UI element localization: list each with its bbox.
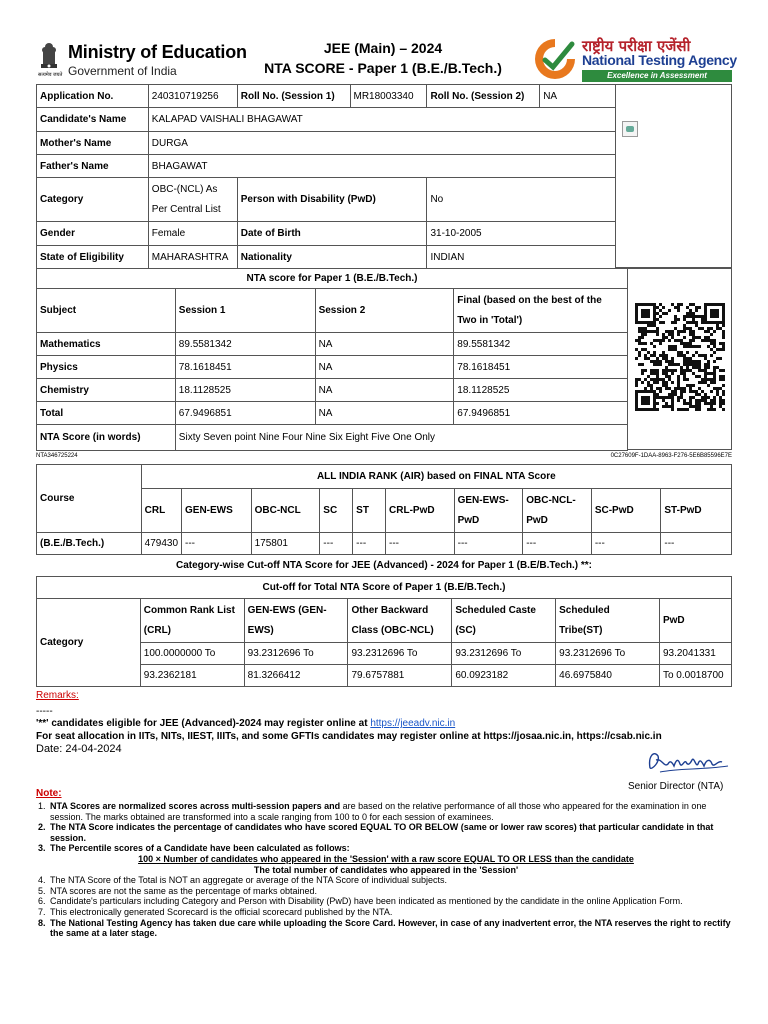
cutoff-value: 93.2312696 To [452,643,556,665]
air-value: 175801 [251,533,320,555]
table-row [37,333,628,356]
category-value-line2: Per Central List [151,203,221,215]
cutoff-col-label: Tribe(ST) [559,624,603,636]
cutoff-value: 100.0000000 To [140,643,244,665]
issue-date: Date: 24-04-2024 [36,743,122,755]
air-value: --- [591,533,661,555]
subject-name: Chemistry [37,379,176,402]
signature-image [640,746,736,776]
cutoff-col-label: EWS) [247,624,274,636]
score-words-label: NTA Score (in words) [37,425,176,451]
air-col-label: PwD [526,514,548,526]
roll2-value: NA [540,85,616,108]
air-col-crl-pwd [386,489,455,533]
candidate-name-label: Candidate's Name [37,108,149,132]
cutoff-table-title: Cut-off for Total NTA Score of Paper 1 (B.E/B.Tech.) [37,577,732,599]
air-col-obc-ncl [251,489,320,533]
exam-title: JEE (Main) – 2024 [323,40,443,56]
roll1-value: MR18003340 [350,85,427,108]
cutoff-table [36,576,732,687]
air-col-st-pwd [661,489,732,533]
air-col-label: CRL [144,505,166,516]
air-col-crl [141,489,181,533]
score-table-title: NTA score for Paper 1 (B.E./B.Tech.) [37,269,628,289]
air-col-sc-pwd [591,489,661,533]
col-subject: Subject [37,289,176,333]
col-final-line1: Final (based on the best of the [457,294,602,306]
table-row [37,533,732,555]
subject-name: Mathematics [37,333,176,356]
session1-score: 67.9496851 [175,402,315,425]
session1-score: 78.1618451 [175,356,315,379]
list-item: 4. The NTA Score of the Total is NOT an aggregate or average of the NTA Score of individual subjects. [38,875,448,886]
note-6-text: Candidate's particulars including Category and Person with Disability (PwD) have been indicated as mentioned by the candidate in the online Application Form. [50,896,683,907]
note-title: Note: [36,788,62,799]
agency-tagline: Excellence in Assessment [582,70,732,82]
cutoff-value: 93.2312696 To [244,643,348,665]
list-item: 3. The Percentile scores of a Candidate have been calculated as follows: [38,843,350,854]
dob-label: Date of Birth [237,222,427,246]
cutoff-col-label: (CRL) [143,624,172,636]
candidate-photo [616,84,732,268]
emblem-caption: सत्यमेव जयते [38,72,63,78]
note-1-text: are based on the relative performance of all those who appeared for the examination in one session. The marks obtained are transformed into a scale ranging from 100 to 0 for each session of examinees. [50,801,707,822]
col-final [454,289,628,333]
category-value-line1: OBC-(NCL) As [151,183,218,195]
air-value: --- [523,533,592,555]
mother-name-value: DURGA [148,132,615,155]
ministry-subtitle: Government of India [68,64,177,78]
session1-score: 18.1128525 [175,379,315,402]
cutoff-value: 93.2312696 To [348,643,452,665]
air-title: ALL INDIA RANK (AIR) based on FINAL NTA Score [141,465,731,489]
list-item: 2. The NTA Score indicates the percentage of candidates who have scored EQUAL TO OR BELOW (same or lower raw scores) that particular candidate in that session. [38,822,714,843]
formula-numerator: 100 × Number of candidates who appeared in the 'Session' with a raw score EQUAL TO OR LESS than the candidate [138,853,634,864]
table-row [37,402,628,425]
page-header [0,34,768,84]
cutoff-value: 93.2312696 To [556,643,660,665]
cutoff-value: 60.0923182 [452,665,556,687]
note-1-bold: NTA Scores are normalized scores across multi-session papers and [50,801,341,811]
course-label: Course [37,465,142,533]
air-col-label: PwD [457,514,480,526]
air-header-row [37,489,732,533]
air-col-sc [320,489,353,533]
air-col-label: SC [323,505,338,516]
air-col-st [353,489,386,533]
cutoff-col-st [556,599,660,643]
note-5-text: NTA scores are not the same as the percentage of marks obtained. [50,885,317,896]
air-col-label: GEN-EWS [185,505,233,516]
exam-subtitle: NTA SCORE - Paper 1 (B.E./B.Tech.) [264,60,502,76]
reference-id-right: 0C27609F-1DAA-8963-F276-5E6B85596E7E [610,453,732,459]
air-col-label: ST [356,505,369,516]
note-4-text: The NTA Score of the Total is NOT an aggregate or average of the NTA Score of individual subjects. [50,875,448,886]
cutoff-value: 81.3266412 [244,665,348,687]
cutoff-col-gen-ews [244,599,348,643]
cutoff-section-title: Category-wise Cut-off NTA Score for JEE (Advanced) - 2024 for Paper 1 (B.E/B.Tech.) **: [175,560,592,571]
candidate-name-value: KALAPAD VAISHALI BHAGAWAT [148,108,615,132]
category-label: Category [37,178,149,222]
father-name-value: BHAGAWAT [148,155,615,178]
signatory-title: Senior Director (NTA) [628,781,724,792]
session2-score: NA [315,333,454,356]
application-no-value: 240310719256 [148,85,237,108]
father-name-label: Father's Name [37,155,149,178]
agency-hindi-name: राष्ट्रीय परीक्षा एजेंसी [582,37,691,55]
air-value: --- [386,533,455,555]
cutoff-value: To 0.0018700 [659,665,731,687]
pwd-value: No [427,178,616,222]
ministry-title: Ministry of Education [68,42,247,62]
cutoff-col-crl [140,599,244,643]
roll1-label: Roll No. (Session 1) [237,85,350,108]
cutoff-col-label: GEN-EWS (GEN- [247,604,327,616]
jee-advanced-link[interactable]: https://jeeadv.nic.in [370,718,456,729]
list-item: 5. NTA scores are not the same as the percentage of marks obtained. [38,885,317,896]
subject-name: Total [37,402,176,425]
gender-value: Female [148,222,237,246]
advanced-registration-line [36,718,455,729]
cutoff-col-obc [348,599,452,643]
cutoff-header-row [37,599,732,643]
course-value: (B.E./B.Tech.) [37,533,142,555]
table-row [37,356,628,379]
air-rank-table [36,464,732,555]
qr-code-icon [635,303,725,413]
note-8-text: The National Testing Agency has taken due care while uploading the Score Card. However, in case of any inadvertent error, the NTA reserves the right to rectify the same at a later stage. [50,917,731,939]
cutoff-col-label: PwD [662,615,685,626]
pwd-label: Person with Disability (PwD) [237,178,427,222]
col-session1: Session 1 [175,289,315,333]
cutoff-col-label: (SC) [455,624,476,636]
air-col-label: OBC-NCL- [526,494,576,506]
air-value: 479430 [141,533,181,555]
candidate-details-table [36,84,616,269]
col-session2: Session 2 [315,289,454,333]
air-value: --- [353,533,386,555]
application-no-label: Application No. [37,85,149,108]
agency-name: National Testing Agency [582,52,737,68]
cutoff-value: 93.2041331 [659,643,731,665]
air-value: --- [454,533,523,555]
nta-logo-block [532,36,736,84]
dob-value: 31-10-2005 [427,222,616,246]
session1-score: 89.5581342 [175,333,315,356]
air-col-obc-ncl-pwd [523,489,592,533]
session2-score: NA [315,379,454,402]
subject-name: Physics [37,356,176,379]
cutoff-value: 79.6757881 [348,665,452,687]
broken-image-icon [622,121,638,137]
session2-score: NA [315,356,454,379]
table-row [37,665,732,687]
cutoff-col-label: Scheduled [559,604,610,616]
note-7-text: This electronically generated Scorecard is the official scorecard published by the NTA. [50,906,393,917]
cutoff-value: 46.6975840 [556,665,660,687]
list-item: 8. The National Testing Agency has taken due care while uploading the Score Card. However, in case of any inadvertent error, the NTA reserves the right to rectify the same at a later stage. [38,917,731,939]
note-2-text: The NTA Score indicates the percentage of candidates who have scored EQUAL TO OR BELOW (same or lower raw scores) that particular candidate in that session. [50,822,714,843]
state-label: State of Eligibility [37,246,149,269]
cutoff-col-sc [452,599,556,643]
mother-name-label: Mother's Name [37,132,149,155]
nationality-value: INDIAN [427,246,616,269]
score-words-value: Sixty Seven point Nine Four Nine Six Eight Five One Only [175,425,627,451]
air-col-label: OBC-NCL [254,505,301,516]
nta-logo-icon [532,36,578,82]
table-row [37,379,628,402]
cutoff-col-label: Other Backward [351,604,429,616]
final-score: 18.1128525 [454,379,628,402]
nationality-label: Nationality [237,246,427,269]
list-item: 7. This electronically generated Scorecard is the official scorecard published by the NTA. [38,906,393,917]
reference-id-left: NTA346725224 [36,453,78,459]
cutoff-value: 93.2362181 [140,665,244,687]
air-col-gen-ews [182,489,252,533]
air-value: --- [182,533,252,555]
final-score: 67.9496851 [454,402,628,425]
gender-label: Gender [37,222,149,246]
list-item: 6. Candidate's particulars including Category and Person with Disability (PwD) have been indicated as mentioned by the candidate in the online Application Form. [38,896,683,907]
category-value [148,178,237,222]
seat-allocation-line: For seat allocation in IITs, NITs, IIEST, IIITs, and some GFTIs candidates may register online at https://josaa.nic.in, https://csab.nic.in [36,731,662,742]
advanced-registration-text: '**' candidates eligible for JEE (Advanced)-2024 may register online at [36,718,371,729]
cutoff-col-label: Common Rank List [143,604,235,616]
air-value: --- [320,533,353,555]
cutoff-col-label: Class (OBC-NCL) [351,624,434,636]
list-item: 1. NTA Scores are normalized scores across multi-session papers and are based on the relative performance of all those who appeared for the examination in one session. The marks obtained are transformed into a scale ranging from 100 to 0 for each session of examinees. [38,801,707,822]
remarks-title: Remarks: [36,690,79,701]
cutoff-col-label: Scheduled Caste [455,604,536,616]
final-score: 78.1618451 [454,356,628,379]
table-row [37,643,732,665]
cutoff-col-pwd [659,599,731,643]
air-col-label: ST-PwD [664,505,702,516]
col-final-line2: Two in 'Total') [457,314,523,326]
air-col-label: GEN-EWS- [457,494,509,506]
qr-code-box [628,268,732,450]
nta-score-table [36,268,628,451]
note-3-text: The Percentile scores of a Candidate have been calculated as follows: [50,843,350,854]
session2-score: NA [315,402,454,425]
air-value: --- [661,533,732,555]
notes-list [36,801,736,939]
state-value: MAHARASHTRA [148,246,237,269]
formula-denominator: The total number of candidates who appeared in the 'Session' [253,864,519,875]
cutoff-category-label: Category [37,599,141,687]
remarks-dashes: ----- [36,706,53,717]
final-score: 89.5581342 [454,333,628,356]
air-col-label: SC-PwD [594,505,634,516]
roll2-label: Roll No. (Session 2) [427,85,540,108]
air-col-gen-ews-pwd [454,489,523,533]
air-col-label: CRL-PwD [389,505,435,516]
